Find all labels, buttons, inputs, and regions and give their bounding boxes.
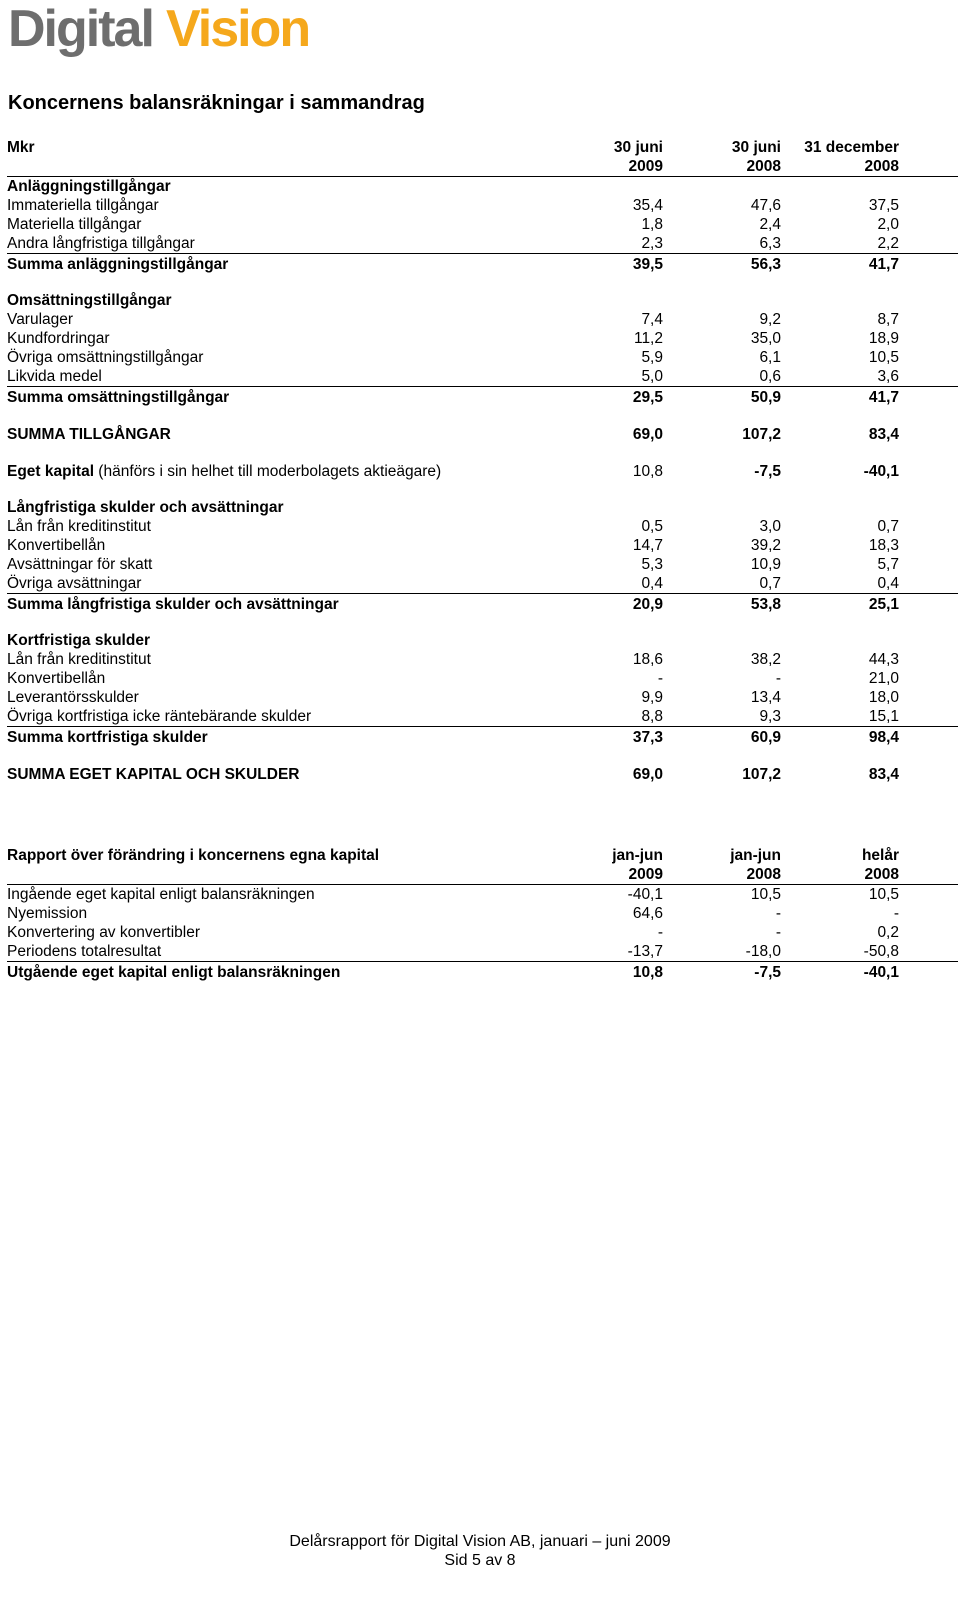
row-value: 0,7	[877, 518, 899, 535]
row-label: Nyemission	[7, 905, 88, 922]
row-value: 9,2	[759, 311, 781, 328]
section-heading: Omsättningstillgångar	[7, 292, 172, 309]
row-value: 10,5	[868, 886, 899, 903]
table-row	[7, 215, 958, 234]
row-value: 15,1	[781, 707, 899, 727]
row-value: -40,1	[627, 886, 663, 903]
row-label: Immateriella tillgångar	[7, 197, 159, 214]
row-value: 3,6	[781, 367, 899, 387]
row-value: -50,8	[781, 942, 899, 962]
table-row	[7, 707, 958, 727]
table-row	[7, 234, 958, 254]
footer-page-number: Sid 5 av 8	[444, 1552, 516, 1569]
row-value: 9,9	[641, 689, 663, 706]
equity-label	[7, 461, 545, 483]
column-header-c2-top: jan-jun	[730, 847, 781, 864]
row-label: Konvertibellån	[7, 537, 106, 554]
row-value: 18,9	[868, 330, 899, 347]
row-value: -13,7	[545, 942, 663, 962]
equity-report-title: Rapport över förändring i koncernens egna kapital	[7, 847, 380, 864]
row-label: Varulager	[7, 311, 74, 328]
table-row	[7, 310, 958, 329]
sum-value: 20,9	[632, 596, 663, 613]
row-value: 1,8	[641, 216, 663, 233]
total-value: 107,2	[742, 426, 781, 443]
row-value: 0,2	[877, 924, 899, 941]
sum-value: -40,1	[863, 964, 899, 981]
row-value: -	[775, 924, 781, 941]
row-value: -	[657, 670, 663, 687]
row-value: 0,4	[545, 574, 663, 594]
sum-value: 60,9	[750, 729, 781, 746]
row-value: 11,2	[633, 330, 663, 347]
row-value: 5,7	[877, 556, 899, 573]
total-label: SUMMA EGET KAPITAL OCH SKULDER	[7, 766, 300, 783]
row-label: Kundfordringar	[7, 330, 110, 347]
total-value: 69,0	[632, 426, 663, 443]
table-row	[7, 196, 958, 215]
row-value: 0,6	[663, 367, 781, 387]
column-header-c1-top: jan-jun	[612, 847, 663, 864]
table-row	[7, 650, 958, 669]
row-value: 5,3	[641, 556, 663, 573]
total-assets-row	[7, 424, 958, 446]
table-row	[7, 348, 958, 367]
row-value: 64,6	[632, 905, 663, 922]
row-value: 21,0	[868, 670, 899, 687]
row-value: 10,5	[750, 886, 781, 903]
row-value: 2,4	[759, 216, 781, 233]
row-value: 8,7	[877, 311, 899, 328]
sum-label: Summa kortfristiga skulder	[7, 729, 208, 746]
row-label: Ingående eget kapital enligt balansräkningen	[7, 886, 315, 903]
row-value: 14,7	[632, 537, 663, 554]
total-value: 107,2	[742, 766, 781, 783]
table-row	[7, 555, 958, 574]
row-value: 0,7	[663, 574, 781, 594]
sum-value: 53,8	[750, 596, 781, 613]
table-row	[7, 904, 958, 923]
row-value: 47,6	[750, 197, 781, 214]
section-heading-row	[7, 498, 958, 517]
column-header-c3-bottom: 2008	[781, 865, 899, 885]
section-heading-row	[7, 177, 958, 197]
column-header-c1-bottom: 2009	[545, 865, 663, 885]
row-value: -	[775, 905, 781, 922]
equity-change-table	[7, 846, 958, 984]
column-header-c3-bottom: 2008	[781, 157, 899, 177]
table-row	[7, 942, 958, 962]
table-row	[7, 688, 958, 707]
total-value: 83,4	[868, 766, 899, 783]
sum-value: 25,1	[868, 596, 899, 613]
company-logo	[6, 0, 336, 64]
table-header-row	[7, 157, 958, 177]
sum-row	[7, 387, 958, 410]
column-header-c3-top: helår	[861, 847, 899, 864]
table-row	[7, 885, 958, 905]
equity-row	[7, 461, 958, 483]
row-value: 3,0	[759, 518, 781, 535]
row-label: Avsättningar för skatt	[7, 556, 153, 573]
table-header-row	[7, 138, 958, 157]
sum-label: Summa anläggningstillgångar	[7, 256, 229, 273]
balance-sheet-table	[7, 138, 958, 786]
row-label: Leverantörsskulder	[7, 689, 139, 706]
table-header-row	[7, 865, 958, 885]
logo-word-digital: Digital	[8, 0, 153, 58]
sum-value: 10,8	[632, 964, 663, 981]
total-label: SUMMA TILLGÅNGAR	[7, 426, 171, 443]
section-heading-row	[7, 631, 958, 650]
sum-value: -7,5	[754, 964, 781, 981]
column-header-c3-top: 31 december	[804, 139, 899, 156]
logo-word-vision: Vision	[166, 0, 310, 58]
table-row	[7, 329, 958, 348]
row-value: 18,0	[868, 689, 899, 706]
sum-value: 50,9	[750, 389, 781, 406]
table-row	[7, 669, 958, 688]
sum-value: 41,7	[868, 256, 899, 273]
row-value: 5,9	[641, 349, 663, 366]
table-header-row	[7, 846, 958, 865]
table-row	[7, 574, 958, 594]
row-value: 9,3	[663, 707, 781, 727]
row-label: Periodens totalresultat	[7, 942, 545, 962]
sum-label: Summa omsättningstillgångar	[7, 389, 230, 406]
total-equity-liabilities-row	[7, 764, 958, 786]
row-value: 6,1	[759, 349, 781, 366]
equity-value: 10,8	[632, 463, 663, 480]
digital-vision-logo-graphic	[6, 0, 336, 64]
row-value: 0,4	[781, 574, 899, 594]
row-value: 44,3	[868, 651, 899, 668]
section-heading: Kortfristiga skulder	[7, 632, 150, 649]
row-value: 10,5	[868, 349, 899, 366]
section-heading-row	[7, 291, 958, 310]
equity-value: -40,1	[863, 463, 899, 480]
row-label: Övriga kortfristiga icke räntebärande skulder	[7, 707, 545, 727]
table-row	[7, 536, 958, 555]
row-label: Konvertering av konvertibler	[7, 924, 200, 941]
row-value: 38,2	[750, 651, 781, 668]
page-footer	[0, 1532, 960, 1570]
equity-value: -7,5	[754, 463, 781, 480]
row-value: 8,8	[545, 707, 663, 727]
row-value: 13,4	[750, 689, 781, 706]
column-header-c1-top: 30 juni	[613, 139, 663, 156]
row-value: 39,2	[750, 537, 781, 554]
total-value: 69,0	[632, 766, 663, 783]
sum-value: 37,3	[632, 729, 663, 746]
row-value: 2,0	[877, 216, 899, 233]
sum-row	[7, 727, 958, 750]
row-value: 18,6	[632, 651, 663, 668]
row-value: 2,3	[545, 234, 663, 254]
sum-value: 41,7	[868, 389, 899, 406]
sum-value: 98,4	[868, 729, 899, 746]
footer-report-title: Delårsrapport för Digital Vision AB, januari – juni 2009	[289, 1533, 671, 1550]
table-row	[7, 367, 958, 387]
row-label: Lån från kreditinstitut	[7, 651, 151, 668]
column-header-c1-bottom: 2009	[545, 157, 663, 177]
sum-row	[7, 254, 958, 277]
table-row	[7, 923, 958, 942]
row-value: 0,5	[641, 518, 663, 535]
row-value: 37,5	[868, 197, 899, 214]
section-heading: Anläggningstillgångar	[7, 178, 171, 195]
total-value: 83,4	[868, 426, 899, 443]
row-value: 35,0	[750, 330, 781, 347]
row-value: -18,0	[663, 942, 781, 962]
row-value: -	[775, 670, 781, 687]
sum-value: 29,5	[632, 389, 663, 406]
column-header-c2-bottom: 2008	[663, 865, 781, 885]
equity-label-bold: Eget kapital	[7, 463, 94, 480]
sum-row	[7, 962, 958, 985]
row-value: 5,0	[545, 367, 663, 387]
sum-label: Utgående eget kapital enligt balansräkningen	[7, 964, 341, 981]
row-label: Materiella tillgångar	[7, 216, 142, 233]
row-label: Lån från kreditinstitut	[7, 518, 151, 535]
row-label: Andra långfristiga tillgångar	[7, 234, 545, 254]
row-label: Övriga avsättningar	[7, 574, 545, 594]
row-value: -	[657, 924, 663, 941]
row-value: 10,9	[750, 556, 781, 573]
row-value: 35,4	[632, 197, 663, 214]
column-header-label: Mkr	[7, 139, 35, 156]
sum-row	[7, 594, 958, 617]
row-value: -	[893, 905, 899, 922]
row-value: 18,3	[868, 537, 899, 554]
section-heading: Långfristiga skulder och avsättningar	[7, 499, 284, 516]
table-row	[7, 517, 958, 536]
row-value: 7,4	[641, 311, 663, 328]
row-label: Likvida medel	[7, 367, 545, 387]
row-value: 6,3	[663, 234, 781, 254]
column-header-c2-bottom: 2008	[663, 157, 781, 177]
column-header-c2-top: 30 juni	[731, 139, 781, 156]
row-label: Konvertibellån	[7, 670, 106, 687]
sum-value: 56,3	[750, 256, 781, 273]
sum-label: Summa långfristiga skulder och avsättningar	[7, 596, 339, 613]
sum-value: 39,5	[632, 256, 663, 273]
row-label: Övriga omsättningstillgångar	[7, 349, 204, 366]
row-value: 2,2	[781, 234, 899, 254]
page-title: Koncernens balansräkningar i sammandrag	[8, 92, 425, 114]
equity-label-note: (hänförs i sin helhet till moderbolagets aktieägare)	[94, 463, 442, 480]
